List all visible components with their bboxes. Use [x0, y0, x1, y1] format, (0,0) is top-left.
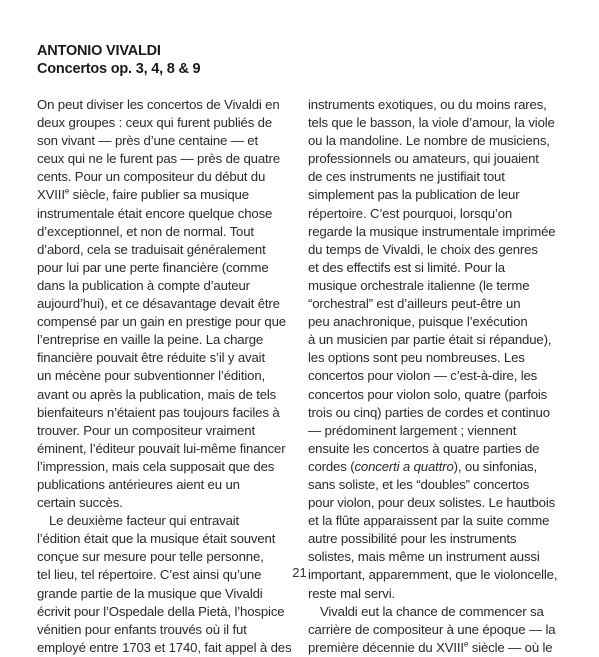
page-number: 21	[292, 565, 307, 580]
text-line: d’exceptionnel, et non de normal. Tout	[37, 223, 254, 239]
text-line: à un musicien par partie était si répandue),	[308, 332, 552, 348]
text-line: concertos pour violon — c’est-à-dire, les	[308, 368, 538, 384]
text-line: tel lieu, tel répertoire. C’est ainsi qu’une	[37, 567, 262, 583]
text-line: ou la mandoline. Le nombre de musiciens,	[308, 133, 550, 149]
heading	[37, 42, 200, 78]
text-line: Le deuxième facteur qui entravait	[49, 513, 240, 529]
text-line: les options sont peu nombreuses. Les	[308, 350, 525, 366]
text-line: trois ou cinq) parties de cordes et continuo	[308, 404, 550, 420]
text-line: et des effectifs est si limité. Pour la	[308, 259, 505, 275]
text-line: répertoire. C’est pourquoi, lorsqu’on	[308, 205, 513, 221]
text-line: l’édition était que la musique était souvent	[37, 531, 276, 547]
text-line: important, apparemment, que le violoncelle,	[308, 567, 558, 583]
text-line: première décennie du XVIIIe siècle — où le	[308, 639, 553, 655]
text-line: ensuite les concertos à quatre parties de	[308, 440, 540, 456]
text-line: “orchestral” est d’ailleurs peut-être un	[308, 296, 521, 312]
text-line: l’impression, mais cela supposait que des	[37, 458, 275, 474]
text-line: carrière de compositeur à une époque — la	[308, 621, 556, 637]
text-line: Vivaldi eut la chance de commencer sa	[320, 603, 544, 619]
text-line: musique orchestrale italienne (le terme	[308, 277, 530, 293]
text-line: XVIIIe siècle, faire publier sa musique	[37, 187, 249, 203]
text-line: ceux qui ne le furent pas — près de quatre	[37, 151, 280, 167]
text-line: pour lui par une perte financière (comme	[37, 259, 269, 275]
text-line: et la flûte apparaissent par la suite comme	[308, 513, 550, 529]
text-line: professionnels ou amateurs, qui jouaient	[308, 151, 539, 167]
text-line: tels que le basson, la viole d’amour, la viole	[308, 115, 555, 131]
text-line: l’entreprise en vaille la peine. La charge	[37, 332, 264, 348]
text-line: peu anachronique, puisque l’exécution	[308, 314, 528, 330]
text-line: trouver. Pour un compositeur vraiment	[37, 422, 256, 438]
text-line: sans soliste, et les “doubles” concertos	[308, 476, 530, 492]
text-line: aujourd’hui), et ce désavantage devait être	[37, 296, 280, 312]
text-line: vénitien pour enfants trouvés où il fut	[37, 621, 247, 637]
text-line: — prédominent largement ; viennent	[308, 422, 517, 438]
text-line: reste mal servi.	[308, 585, 396, 601]
text-line: On peut diviser les concertos de Vivaldi en	[37, 97, 280, 112]
text-line: instrumentale était encore quelque chose	[37, 205, 273, 221]
work-title: Concertos op. 3, 4, 8 & 9	[37, 61, 201, 77]
text-line: d’abord, cela se traduisait généralement	[37, 241, 266, 257]
text-line: regarde la musique instrumentale imprimée	[308, 223, 556, 239]
text-line: écrivit pour l’Ospedale della Pietà, l’hospice	[37, 603, 285, 619]
text-line: éminent, l’éditeur pouvait lui-même financer	[37, 440, 286, 456]
text-line: bienfaiteurs n’étaient pas toujours faciles à	[37, 404, 280, 420]
text-line: simplement pas la publication de leur	[308, 187, 520, 203]
text-line: un mécène pour subventionner l’édition,	[37, 368, 266, 384]
text-line: pour violon, pour deux solistes. Le hautbois	[308, 495, 556, 511]
text-line: publications antérieures aient eu un	[37, 476, 240, 492]
text-line: avant ou après la publication, mais de tels	[37, 386, 277, 402]
text-line: employé entre 1703 et 1740, fait appel à des	[37, 639, 292, 655]
text-line: autre possibilité pour les instruments	[308, 531, 517, 547]
text-line: solistes, mais même un instrument aussi	[308, 549, 540, 565]
composer-name: ANTONIO VIVALDI	[37, 43, 161, 59]
text-line: son vivant — près d’une centaine — et	[37, 133, 258, 149]
text-line: dans la publication à compte d’auteur	[37, 277, 250, 293]
text-line: concertos pour violon solo, quatre (parfois	[308, 386, 548, 402]
text-line: cordes (concerti a quattro), ou sinfonias,	[308, 458, 538, 474]
text-line: financière pouvait être réduite s’il y avait	[37, 350, 265, 366]
text-line: compensé par un gain en prestige pour que	[37, 314, 286, 330]
text-line: grande partie de la musique que Vivaldi	[37, 585, 263, 601]
text-line: cents. Pour un compositeur du début du	[37, 169, 266, 185]
text-line: de ces instruments ne justifiait tout	[308, 169, 505, 185]
text-line: du temps de Vivaldi, le choix des genres	[308, 241, 538, 257]
text-line: conçue sur mesure pour telle personne,	[37, 549, 264, 565]
text-line: deux groupes : ceux qui furent publiés de	[37, 115, 273, 131]
text-line: certain succès.	[37, 495, 123, 511]
text-line: instruments exotiques, ou du moins rares,	[308, 97, 547, 112]
